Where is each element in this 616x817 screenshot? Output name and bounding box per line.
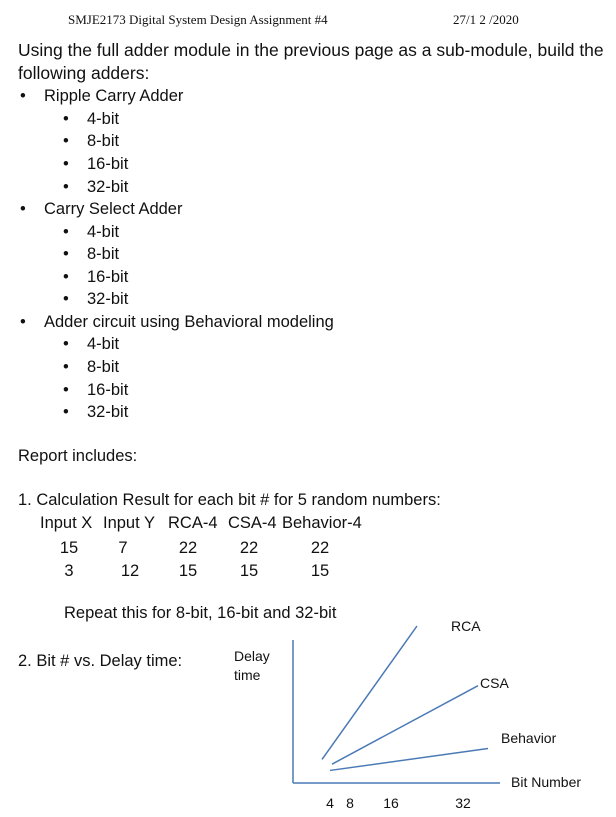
list-item: • 8-bit xyxy=(63,245,120,263)
item-2-text: 2. Bit # vs. Delay time: xyxy=(18,652,183,670)
table-cell: 22 xyxy=(310,539,330,557)
size-label: 8-bit xyxy=(87,132,120,150)
size-label: 32-bit xyxy=(87,178,129,196)
size-label: 4-bit xyxy=(87,223,120,241)
table-cell: 15 xyxy=(239,562,259,580)
table-cell: 22 xyxy=(178,539,198,557)
intro-text: Using the full adder module in the previous page as a sub-module, build the following adders: xyxy=(18,40,604,83)
x-axis-label: Bit Number xyxy=(511,774,582,790)
list-item: • 16-bit xyxy=(63,381,129,399)
table-cell: 22 xyxy=(239,539,259,557)
adder-label: Adder circuit using Behavioral modeling xyxy=(44,313,334,331)
y-axis-label: Delay xyxy=(234,648,270,664)
table-cell: 7 xyxy=(118,539,128,557)
list-item: • 4-bit xyxy=(63,335,120,353)
list-item: • 16-bit xyxy=(63,155,129,173)
table-cell: 12 xyxy=(120,562,140,580)
table-cell: 3 xyxy=(64,562,74,580)
adder-label: Carry Select Adder xyxy=(44,200,183,218)
list-item: • 32-bit xyxy=(63,403,129,421)
bullet: • xyxy=(20,200,26,218)
size-label: 4-bit xyxy=(87,335,120,353)
table-header: CSA-4 xyxy=(228,514,277,532)
table-header: Input Y xyxy=(103,514,155,532)
date: 27/1 2 /2020 xyxy=(453,12,519,27)
list-item: • 32-bit xyxy=(63,290,129,308)
table-cell: 15 xyxy=(310,562,330,580)
course-title: SMJE2173 Digital System Design Assignment #4 xyxy=(68,12,328,27)
list-item: • 8-bit xyxy=(63,132,120,150)
series-label: RCA xyxy=(451,618,481,634)
x-tick-label: 8 xyxy=(346,795,354,811)
x-tick-label: 16 xyxy=(383,795,399,811)
list-item: • 8-bit xyxy=(63,358,120,376)
series-lines xyxy=(322,618,557,770)
report-heading: Report includes: xyxy=(18,447,138,465)
x-tick-label: 4 xyxy=(326,795,334,811)
list-item: • 32-bit xyxy=(63,178,129,196)
table-cell: 15 xyxy=(178,562,198,580)
list-item: • 4-bit xyxy=(63,223,120,241)
size-label: 32-bit xyxy=(87,403,129,421)
adder-label: Ripple Carry Adder xyxy=(44,87,184,105)
size-label: 16-bit xyxy=(87,268,129,286)
repeat-note: Repeat this for 8-bit, 16-bit and 32-bit xyxy=(64,604,337,622)
bullet: • xyxy=(20,313,26,331)
y-axis-label: time xyxy=(234,667,261,683)
table-cell: 15 xyxy=(59,539,79,557)
series-line-rca xyxy=(322,626,417,759)
size-label: 8-bit xyxy=(87,245,120,263)
size-label: 16-bit xyxy=(87,155,129,173)
x-tick-label: 32 xyxy=(455,795,471,811)
item-1-text: 1. Calculation Result for each bit # for 5 random numbers: xyxy=(18,491,441,509)
size-label: 8-bit xyxy=(87,358,120,376)
list-item: • 16-bit xyxy=(63,268,129,286)
table-header: RCA-4 xyxy=(168,514,218,532)
series-label: CSA xyxy=(480,675,509,691)
series-label: Behavior xyxy=(501,730,557,746)
table-header: Input X xyxy=(40,514,93,532)
bullet: • xyxy=(20,87,26,105)
x-tick-labels xyxy=(326,795,471,811)
list-item: • 4-bit xyxy=(63,110,120,128)
size-label: 4-bit xyxy=(87,110,120,128)
size-label: 16-bit xyxy=(87,381,129,399)
size-label: 32-bit xyxy=(87,290,129,308)
table-header: Behavior-4 xyxy=(282,514,362,532)
